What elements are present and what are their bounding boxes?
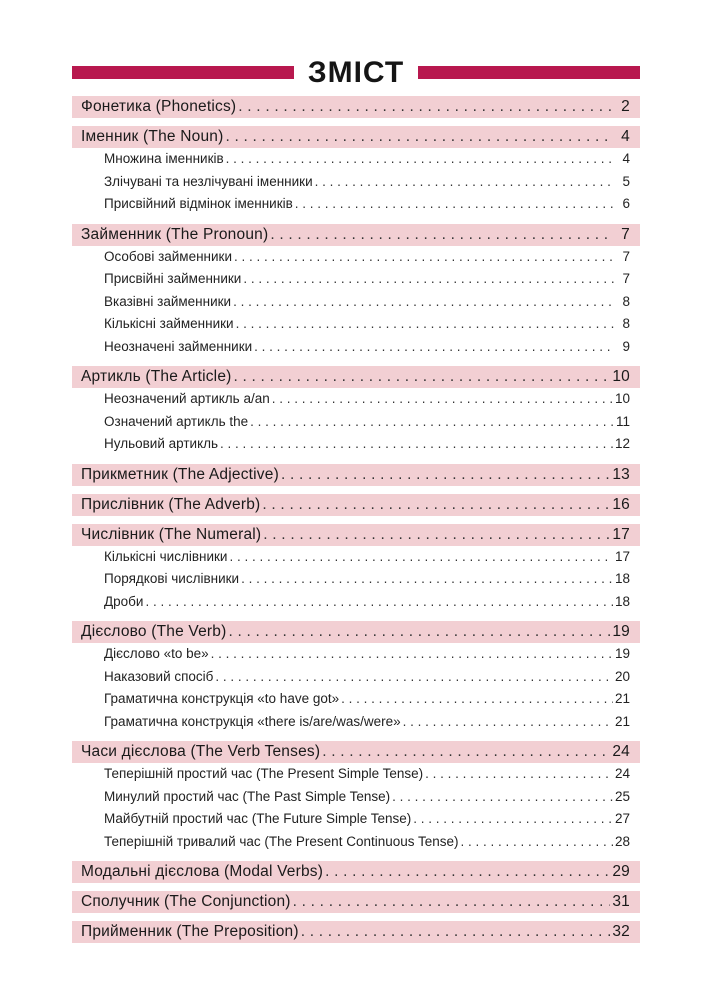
toc-leader-dots bbox=[322, 741, 610, 763]
toc-entry-page: 28 bbox=[614, 833, 630, 849]
toc-entry[interactable] bbox=[72, 763, 640, 786]
toc-section-title: Дієслово (The Verb) bbox=[81, 623, 227, 640]
toc-section-page: 19 bbox=[612, 623, 630, 640]
toc-section-heading[interactable] bbox=[72, 861, 640, 883]
toc-entry-title: Граматична конструкція «to have got» bbox=[104, 691, 340, 706]
toc-section bbox=[72, 494, 640, 516]
toc-entry-page: 18 bbox=[614, 593, 630, 609]
toc-entry-title: Майбутній простий час (The Future Simple Tense) bbox=[104, 811, 412, 826]
toc-leader-dots bbox=[215, 666, 613, 689]
toc-leader-dots bbox=[392, 786, 613, 809]
toc-entry-page: 8 bbox=[622, 316, 630, 331]
toc-section-heading[interactable] bbox=[72, 224, 640, 246]
toc-leader-dots bbox=[325, 861, 610, 883]
toc-entry-page: 12 bbox=[614, 436, 630, 451]
table-of-contents bbox=[72, 96, 640, 951]
toc-leader-dots bbox=[211, 643, 613, 666]
toc-entry-page: 17 bbox=[614, 548, 630, 564]
toc-leader-dots bbox=[234, 246, 614, 269]
toc-section-title: Прийменник (The Preposition) bbox=[81, 923, 299, 940]
toc-section-page: 7 bbox=[621, 225, 630, 243]
toc-section-heading[interactable] bbox=[72, 524, 640, 546]
toc-section-title: Фонетика (Phonetics) bbox=[81, 98, 237, 115]
toc-entry-title: Нульовий артикль bbox=[104, 436, 219, 451]
toc-entry-title: Множина іменників bbox=[104, 151, 224, 166]
toc-section-heading[interactable] bbox=[72, 741, 640, 763]
toc-section-title: Іменник (The Noun) bbox=[81, 128, 224, 145]
toc-section bbox=[72, 621, 640, 733]
toc-leader-dots bbox=[238, 96, 614, 118]
toc-entry[interactable] bbox=[72, 831, 640, 854]
toc-leader-dots bbox=[228, 621, 610, 643]
toc-entry-title: Вказівні займенники bbox=[104, 293, 232, 309]
toc-entry-title: Присвійний відмінок іменників bbox=[104, 196, 293, 211]
toc-section bbox=[72, 741, 640, 853]
toc-section-page: 17 bbox=[612, 525, 630, 543]
toc-section-page: 24 bbox=[612, 743, 630, 760]
toc-leader-dots bbox=[281, 464, 610, 486]
toc-section-heading[interactable] bbox=[72, 464, 640, 486]
toc-entry-page: 21 bbox=[614, 713, 630, 729]
toc-section bbox=[72, 524, 640, 614]
toc-leader-dots bbox=[272, 388, 613, 411]
toc-entry-page: 27 bbox=[614, 811, 630, 826]
toc-entry-title: Порядкові числівники bbox=[104, 571, 240, 586]
toc-leader-dots bbox=[233, 291, 614, 314]
toc-section-title: Сполучник (The Conjunction) bbox=[81, 893, 291, 910]
toc-entry[interactable] bbox=[72, 336, 640, 359]
toc-section-page: 13 bbox=[612, 465, 630, 483]
toc-entry[interactable] bbox=[72, 388, 640, 411]
toc-entry[interactable] bbox=[72, 666, 640, 689]
toc-section-heading[interactable] bbox=[72, 621, 640, 643]
toc-section-heading[interactable] bbox=[72, 126, 640, 148]
toc-section-heading[interactable] bbox=[72, 96, 640, 118]
toc-entry-title: Минулий простий час (The Past Simple Tense) bbox=[104, 788, 391, 804]
toc-section-page: 31 bbox=[612, 893, 630, 910]
toc-section-heading[interactable] bbox=[72, 891, 640, 913]
toc-leader-dots bbox=[229, 546, 613, 569]
toc-entry[interactable] bbox=[72, 711, 640, 734]
toc-entry-title: Граматична конструкція «there is/are/was/were» bbox=[104, 713, 401, 729]
toc-entry-title: Кількісні займенники bbox=[104, 316, 234, 331]
toc-entry[interactable] bbox=[72, 433, 640, 456]
toc-entry-title: Дієслово «to be» bbox=[104, 646, 209, 661]
toc-leader-dots bbox=[403, 711, 613, 734]
toc-leader-dots bbox=[225, 126, 614, 148]
toc-entry-title: Особові займенники bbox=[104, 248, 232, 264]
toc-section-page: 2 bbox=[621, 98, 630, 115]
toc-leader-dots bbox=[295, 193, 614, 216]
toc-section-heading[interactable] bbox=[72, 366, 640, 388]
toc-leader-dots bbox=[341, 688, 613, 711]
toc-section bbox=[72, 366, 640, 456]
toc-section-page: 32 bbox=[612, 923, 630, 940]
toc-section bbox=[72, 464, 640, 486]
toc-section-page: 16 bbox=[612, 495, 630, 513]
toc-leader-dots bbox=[425, 763, 613, 786]
toc-entry-title: Дроби bbox=[104, 593, 144, 609]
toc-entry[interactable] bbox=[72, 546, 640, 569]
toc-leader-dots bbox=[226, 148, 614, 171]
toc-entry-title: Кількісні числівники bbox=[104, 548, 228, 564]
toc-section-heading[interactable] bbox=[72, 494, 640, 516]
toc-leader-dots bbox=[220, 433, 613, 456]
toc-entry-page: 8 bbox=[622, 293, 630, 309]
toc-entry-title: Неозначені займенники bbox=[104, 338, 253, 354]
toc-entry[interactable] bbox=[72, 688, 640, 711]
toc-entry-page: 10 bbox=[614, 391, 630, 406]
toc-entry-page: 4 bbox=[622, 151, 630, 166]
toc-section-title: Часи дієслова (The Verb Tenses) bbox=[81, 743, 321, 760]
toc-section bbox=[72, 126, 640, 216]
title-bar bbox=[72, 56, 640, 90]
toc-leader-dots bbox=[254, 336, 614, 359]
toc-entry-page: 25 bbox=[614, 788, 630, 804]
toc-entry-title: Злічувані та незлічувані іменники bbox=[104, 173, 313, 189]
toc-entry[interactable] bbox=[72, 786, 640, 809]
toc-entry[interactable] bbox=[72, 411, 640, 434]
toc-section-page: 29 bbox=[612, 863, 630, 880]
toc-entry[interactable] bbox=[72, 291, 640, 314]
toc-leader-dots bbox=[270, 224, 614, 246]
toc-leader-dots bbox=[413, 808, 613, 831]
toc-entry-page: 21 bbox=[614, 691, 630, 706]
toc-entry-title: Теперішній тривалий час (The Present Continuous Tense) bbox=[104, 833, 459, 849]
toc-entry[interactable] bbox=[72, 313, 640, 336]
toc-entry[interactable] bbox=[72, 246, 640, 269]
toc-section-heading[interactable] bbox=[72, 921, 640, 943]
toc-entry[interactable] bbox=[72, 268, 640, 291]
toc-section-page: 4 bbox=[621, 128, 630, 145]
toc-leader-dots bbox=[301, 921, 611, 943]
toc-section bbox=[72, 224, 640, 359]
toc-leader-dots bbox=[293, 891, 611, 913]
toc-entry-title: Означений артикль the bbox=[104, 413, 249, 429]
toc-leader-dots bbox=[236, 313, 614, 336]
toc-entry-title: Теперішній простий час (The Present Simple Tense) bbox=[104, 766, 424, 781]
toc-entry-page: 6 bbox=[622, 196, 630, 211]
toc-entry-page: 11 bbox=[615, 413, 630, 429]
toc-leader-dots bbox=[234, 366, 611, 388]
toc-entry[interactable] bbox=[72, 193, 640, 216]
toc-entry-page: 18 bbox=[614, 571, 630, 586]
toc-section bbox=[72, 891, 640, 913]
toc-entry-page: 24 bbox=[614, 766, 630, 781]
toc-section-title: Прислівник (The Adverb) bbox=[81, 495, 261, 513]
toc-entry-page: 7 bbox=[622, 248, 630, 264]
toc-section bbox=[72, 96, 640, 118]
toc-entry[interactable] bbox=[72, 591, 640, 614]
toc-leader-dots bbox=[263, 524, 610, 546]
toc-section-title: Артикль (The Article) bbox=[81, 368, 232, 385]
toc-leader-dots bbox=[461, 831, 613, 854]
toc-entry[interactable] bbox=[72, 148, 640, 171]
toc-section bbox=[72, 861, 640, 883]
toc-entry-page: 5 bbox=[622, 173, 630, 189]
toc-leader-dots bbox=[241, 568, 613, 591]
toc-entry-page: 9 bbox=[622, 338, 630, 354]
toc-entry-title: Неозначений артикль a/an bbox=[104, 391, 270, 406]
toc-entry[interactable] bbox=[72, 643, 640, 666]
toc-leader-dots bbox=[315, 171, 614, 194]
toc-section-page: 10 bbox=[612, 368, 630, 385]
toc-section-title: Займенник (The Pronoun) bbox=[81, 225, 269, 243]
toc-leader-dots bbox=[262, 494, 610, 516]
toc-entry[interactable] bbox=[72, 808, 640, 831]
toc-section-title: Модальні дієслова (Modal Verbs) bbox=[81, 863, 324, 880]
toc-entry[interactable] bbox=[72, 171, 640, 194]
toc-entry-page: 20 bbox=[614, 668, 630, 684]
toc-entry[interactable] bbox=[72, 568, 640, 591]
toc-leader-dots bbox=[145, 591, 613, 614]
page-title: ЗМІСТ bbox=[307, 56, 405, 89]
toc-entry-page: 19 bbox=[614, 646, 630, 661]
toc-leader-dots bbox=[250, 411, 614, 434]
toc-leader-dots bbox=[243, 268, 614, 291]
toc-entry-title: Присвійні займенники bbox=[104, 271, 242, 286]
toc-entry-page: 7 bbox=[622, 271, 630, 286]
toc-section-title: Прикметник (The Adjective) bbox=[81, 465, 279, 483]
toc-section bbox=[72, 921, 640, 943]
toc-entry-title: Наказовий спосіб bbox=[104, 668, 214, 684]
toc-section-title: Числівник (The Numeral) bbox=[81, 525, 262, 543]
